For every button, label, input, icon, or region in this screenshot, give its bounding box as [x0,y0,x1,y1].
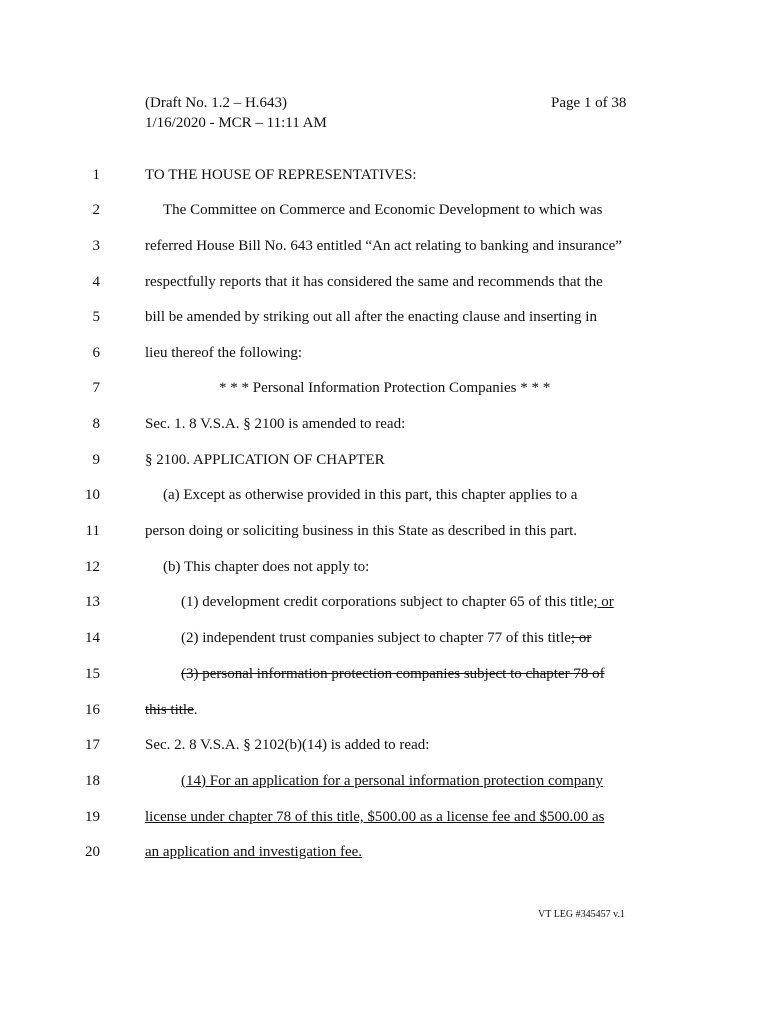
line-text: lieu thereof the following: [145,345,303,361]
line-text-plain: (2) independent trust companies subject to chapter 77 of this title [181,630,571,646]
bill-line [0,305,770,329]
line-text [181,626,591,650]
deleted-text: ; or [570,630,592,646]
deleted-text: this title [145,702,194,718]
bill-line [0,769,770,793]
line-number: 12 [85,559,100,575]
document-id-footer: VT LEG #345457 v.1 [538,909,625,920]
line-number: 17 [85,737,100,753]
line-number: 5 [92,309,100,325]
bill-line [0,341,770,365]
bill-line [0,270,770,294]
section-heading: * * * Personal Information Protection Companies * * * [219,380,551,396]
inserted-text: license under chapter 78 of this title, $500.00 as a license fee and $500.00 as [145,809,605,825]
bill-line [0,519,770,543]
line-number: 4 [92,274,100,290]
line-number: 2 [92,202,100,218]
line-number: 19 [85,809,100,825]
line-number: 14 [85,630,100,646]
line-number: 7 [92,380,100,396]
line-number: 3 [92,238,100,254]
bill-line [0,234,770,258]
line-text [181,590,614,614]
line-text-plain: . [193,702,198,718]
line-text: bill be amended by striking out all after the enacting clause and inserting in [145,309,597,325]
bill-line [0,840,770,864]
deleted-text: (3) personal information protection companies subject to chapter 78 of [181,666,605,682]
bill-line [0,412,770,436]
line-text: TO THE HOUSE OF REPRESENTATIVES: [145,167,417,183]
line-text: (b) This chapter does not apply to: [163,559,370,575]
line-text: respectfully reports that it has considered the same and recommends that the [145,274,603,290]
page-number: Page 1 of 38 [551,95,627,111]
line-number: 10 [85,487,100,503]
bill-line [0,198,770,222]
line-text: referred House Bill No. 643 entitled “An act relating to banking and insurance” [145,238,622,254]
draft-date: 1/16/2020 - MCR – 11:11 AM [145,115,327,131]
line-text [145,698,198,722]
line-number: 20 [85,844,100,860]
line-text: § 2100. APPLICATION OF CHAPTER [145,452,385,468]
line-text: (a) Except as otherwise provided in this part, this chapter applies to a [163,487,578,503]
line-number: 9 [92,452,100,468]
line-number: 15 [85,666,100,682]
inserted-text: an application and investigation fee. [145,844,363,860]
line-number: 11 [85,523,100,539]
bill-line [0,590,770,614]
bill-line [0,733,770,757]
bill-line [0,662,770,686]
bill-line [0,626,770,650]
bill-line [0,698,770,722]
line-text-plain: (1) development credit corporations subject to chapter 65 of this title; [181,594,598,610]
bill-line [0,376,770,400]
draft-label: (Draft No. 1.2 – H.643) [145,95,288,111]
inserted-text: or [597,594,614,610]
inserted-text: (14) For an application for a personal information protection company [181,773,603,789]
line-text: Sec. 1. 8 V.S.A. § 2100 is amended to read: [145,416,406,432]
line-number: 8 [92,416,100,432]
line-text: The Committee on Commerce and Economic Development to which was [163,202,603,218]
line-number: 1 [92,167,100,183]
bill-line [0,448,770,472]
line-number: 6 [92,345,100,361]
line-text: person doing or soliciting business in this State as described in this part. [145,523,578,539]
line-number: 13 [85,594,100,610]
line-number: 16 [85,702,100,718]
line-text: Sec. 2. 8 V.S.A. § 2102(b)(14) is added to read: [145,737,430,753]
bill-line [0,163,770,187]
bill-line [0,555,770,579]
bill-line [0,805,770,829]
bill-line [0,483,770,507]
line-number: 18 [85,773,100,789]
